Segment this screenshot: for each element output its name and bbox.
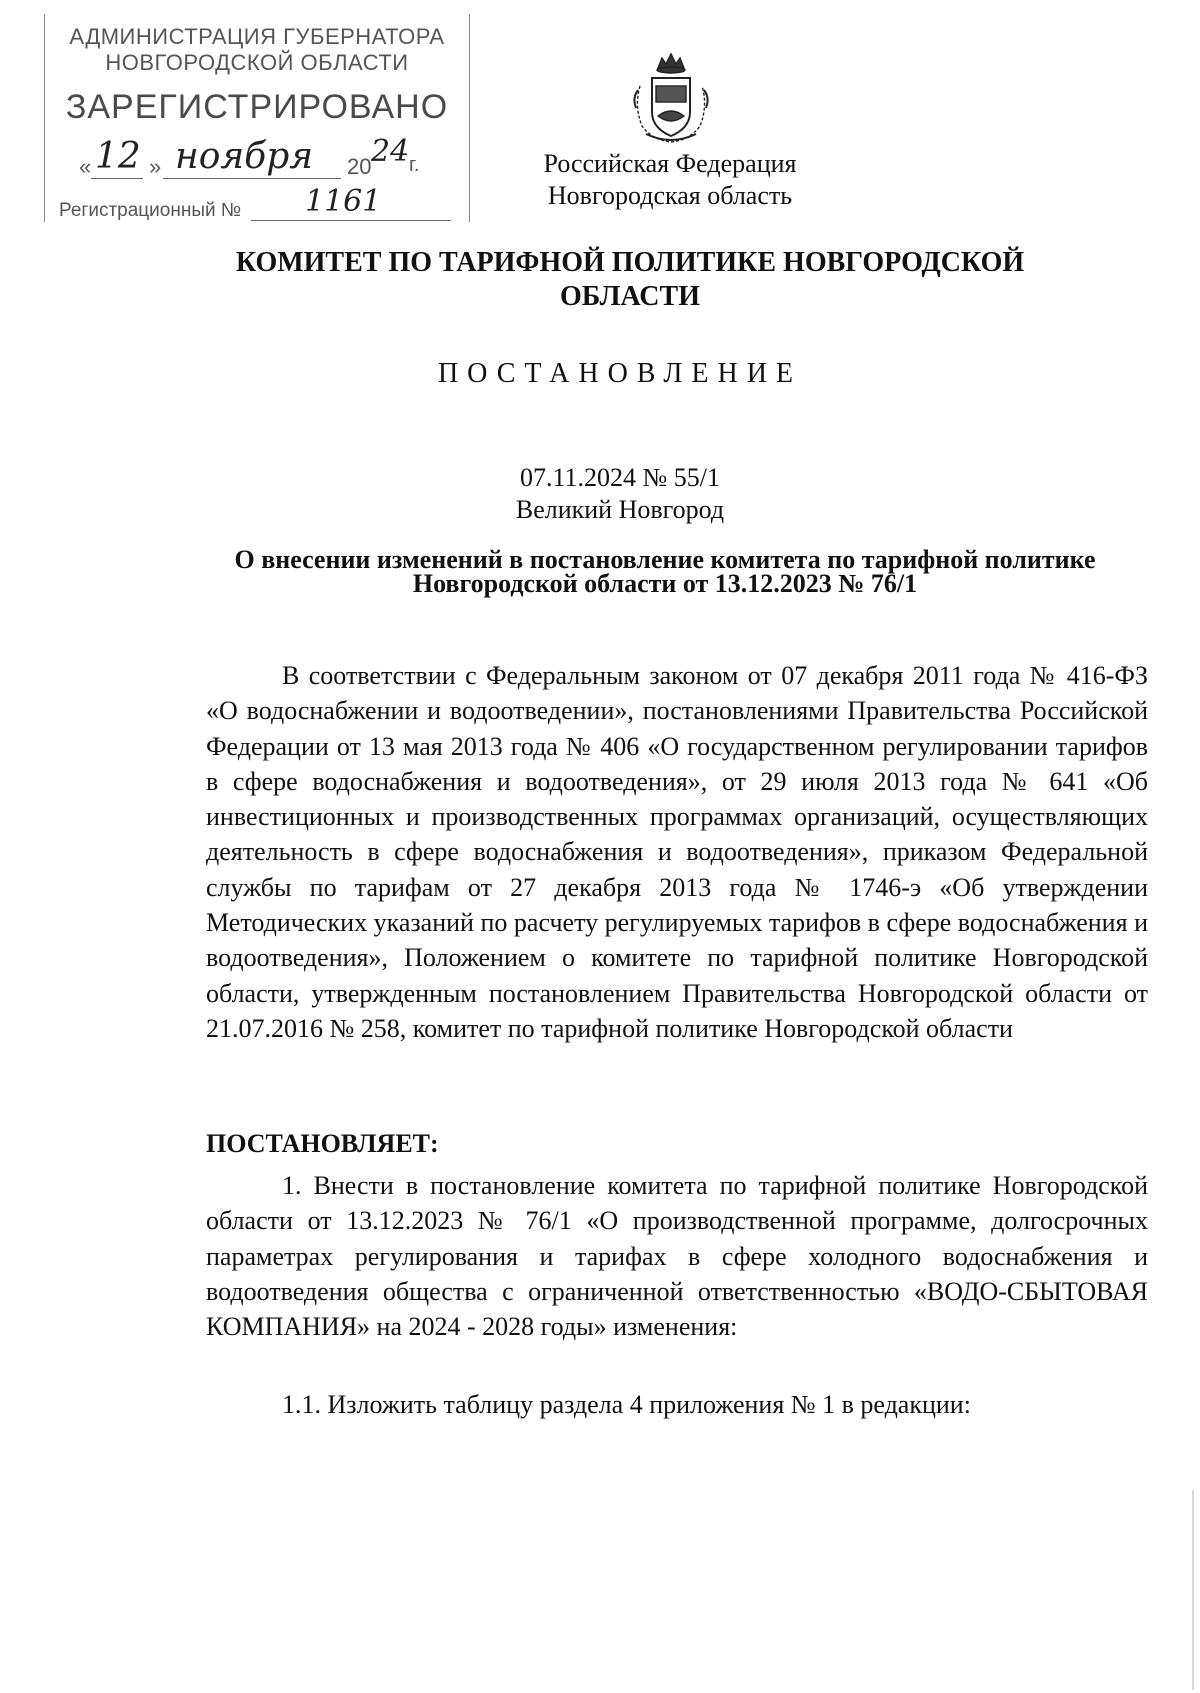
stamp-year-suffix: 24 [371, 134, 410, 169]
region-header [500, 148, 840, 212]
stamp-quote-close: » [149, 154, 162, 179]
scan-edge-line [1192, 1490, 1194, 1690]
stamp-date [79, 134, 459, 184]
stamp-reg-label: Регистрационный № [59, 200, 242, 221]
item-1-paragraph: 1. Внести в постановление комитета по тарифной политике Новгородской области от 13.12.2023 № 76/1 «О производственной программе, долгосрочных параметрах регулирования и тарифах в сфере холодного водоснабжения и водоотведения общества с ограниченной ответственностью «ВОДО-СБЫТОВАЯ КОМПАНИЯ» на 2024 - 2028 годы» изменения: [206, 1171, 1148, 1342]
stamp-year-unit: г. [409, 154, 420, 176]
document-type: ПОСТАНОВЛЕНИЕ [437, 358, 803, 389]
stamp-year-prefix: 20 [347, 154, 372, 179]
region-name: Новгородская область [547, 181, 793, 210]
stamp-reg-number: 1161 [305, 184, 382, 219]
stamp-org-line1: АДМИНИСТРАЦИЯ ГУБЕРНАТОРА [69, 24, 445, 49]
committee-line1: КОМИТЕТ ПО ТАРИФНОЙ ПОЛИТИКЕ НОВГОРОДСКОЙ [235, 247, 1025, 278]
stamp-org-line2: НОВГОРОДСКОЙ ОБЛАСТИ [105, 50, 409, 75]
item-1-1-paragraph: 1.1. Изложить таблицу раздела 4 приложения № 1 в редакции: [282, 1390, 971, 1419]
committee-name [180, 246, 1080, 314]
stamp-registered-label: ЗАРЕГИСТРИРОВАНО [65, 88, 449, 126]
stamp-month: ноября [175, 136, 314, 177]
country-name: Российская Федерация [543, 149, 797, 178]
stamp-registration-number [59, 184, 459, 222]
city: Великий Новгород [515, 495, 725, 524]
stamp-day: 12 [95, 136, 141, 177]
resolve-heading: ПОСТАНОВЛЯЕТ: [206, 1129, 439, 1158]
novgorod-coat-of-arms-icon [628, 46, 714, 146]
title-line1: О внесении изменений в постановление комитета по тарифной политике [234, 545, 1096, 574]
committee-line2: ОБЛАСТИ [560, 281, 700, 312]
title-line2: Новгородской области от 13.12.2023 № 76/1 [412, 569, 918, 598]
registration-stamp [44, 14, 470, 222]
document-title [190, 545, 1140, 598]
preamble-paragraph: В соответствии с Федеральным законом от 07 декабря 2011 года № 416-ФЗ «О водоснабжении и водоотведении», постановлениями Правительства Российской Федерации от 13 мая 2013 года № 406 «О государственном регулировании тарифов в сфере водоснабжения и водоотведения», от 29 июля 2013 года № 641 «Об инвестиционных и производственных программах организаций, осуществляющих деятельность в сфере водоснабжения и водоотведения», приказом Федеральной службы по тарифам от 27 декабря 2013 года № 1746-э «Об утверждении Методических указаний по расчету регулируемых тарифов в сфере водоснабжения и водоотведения», Положением о комитете по тарифной политике Новгородской области, утвержденным постановлением Правительства Новгородской области от 21.07.2016 № 258, комитет по тарифной политике Новгородской области [206, 661, 1148, 1043]
document-date-number [420, 462, 820, 526]
stamp-quote-open: « [79, 154, 92, 179]
date-and-number: 07.11.2024 № 55/1 [519, 463, 721, 492]
